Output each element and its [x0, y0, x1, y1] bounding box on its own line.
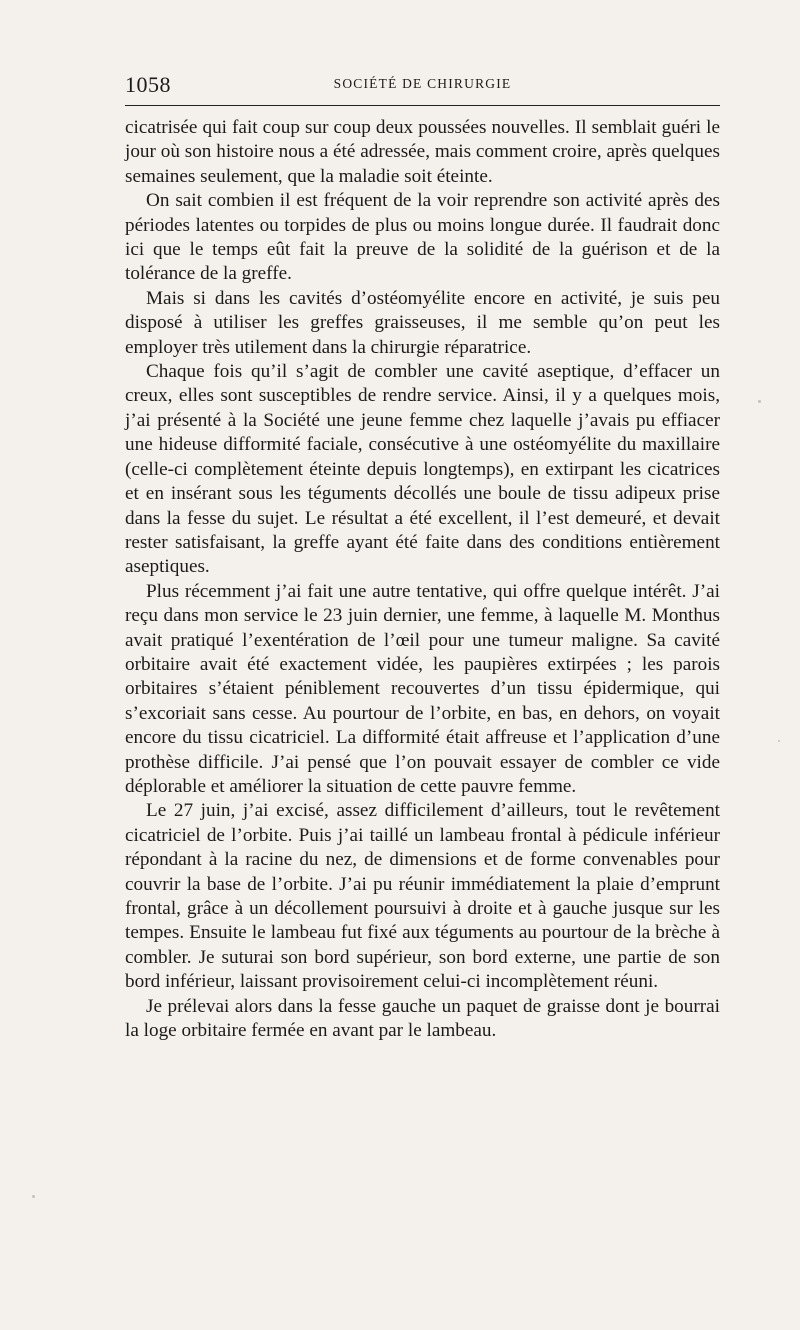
paragraph-1: cicatrisée qui fait coup sur coup deux poussées nouvelles. Il semblait guéri le jour où son histoire nous a été adressée, mais comment croire, après quelques semaines seulement, que la maladie soit éteinte.: [125, 117, 720, 187]
paragraph-5: Plus récemment j’ai fait une autre tentative, qui offre quelque intérêt. J’ai reçu dans mon service le 23 juin dernier, une femme, à laquelle M. Monthus avait pratiqué l’exentération de l’œil pour une tumeur maligne. Sa cavité orbitaire avait été exactement vidée, les paupières extirpées ; les parois orbitaires s’étaient péniblement recouvertes d’un tissu épidermique, qui s’excoriait sans cesse. Au pourtour de l’orbite, en bas, en dehors, on voyait encore du tissu cicatriciel. La difformité était affreuse et l’application d’une prothèse difficile. J’ai pensé que l’on pouvait essayer de combler ce vide déplorable et améliorer la situation de cette pauvre femme.: [125, 580, 720, 797]
paragraph-2: On sait combien il est fréquent de la voir reprendre son activité après des périodes latentes ou torpides de plus ou moins longue durée. Il faudrait donc ici que le temps eût fait la preuve de la solidité de la guérison et de la tolérance de la greffe.: [125, 190, 720, 285]
paragraph-4: Chaque fois qu’il s’agit de combler une cavité aseptique, d’effacer un creux, elles sont susceptibles de rendre service. Ainsi, il y a quelques mois, j’ai présenté à la Société une jeune femme chez laquelle j’avais pu effiacer une hideuse difformité faciale, consécutive à une ostéomyélite du maxillaire (celle-ci complètement éteinte depuis longtemps), en extirpant les cicatrices et en insérant sous les téguments décollés une boule de tissu adipeux prise dans la fesse du sujet. Le résultat a été excellent, il l’est demeuré, et devait rester satisfaisant, la greffe ayant été faite dans des conditions entièrement aseptiques.: [125, 361, 720, 578]
running-title: SOCIÉTÉ DE CHIRURGIE: [333, 76, 512, 91]
paper-speck: [778, 740, 780, 742]
paper-speck: [32, 1195, 35, 1198]
page-header: [125, 66, 720, 106]
paragraph-7: Je prélevai alors dans la fesse gauche un paquet de graisse dont je bourrai la loge orbitaire fermée en avant par le lambeau.: [125, 995, 720, 1042]
body-text: [125, 116, 720, 1043]
paper-speck: [758, 400, 761, 403]
page-number: 1058: [125, 72, 171, 97]
paragraph-3: Mais si dans les cavités d’ostéomyélite encore en activité, je suis peu disposé à utiliser les greffes graisseuses, il me semble qu’on peut les employer très utilement dans la chirurgie réparatrice.: [125, 287, 720, 358]
header-rule: [125, 105, 720, 106]
paragraph-6: Le 27 juin, j’ai excisé, assez difficilement d’ailleurs, tout le revêtement cicatriciel de l’orbite. Puis j’ai taillé un lambeau frontal à pédicule inférieur répondant à la racine du nez, de dimensions et de forme convenables pour couvrir la base de l’orbite. J’ai pu réunir immédiatement la plaie d’emprunt frontal, grâce à un décollement poursuivi à droite et à gauche jusque sur les tempes. Ensuite le lambeau fut fixé aux téguments au pourtour de la brèche à combler. Je suturai son bord supérieur, son bord externe, une partie de son bord inférieur, laissant provisoirement celui-ci incomplètement réuni.: [125, 800, 720, 993]
